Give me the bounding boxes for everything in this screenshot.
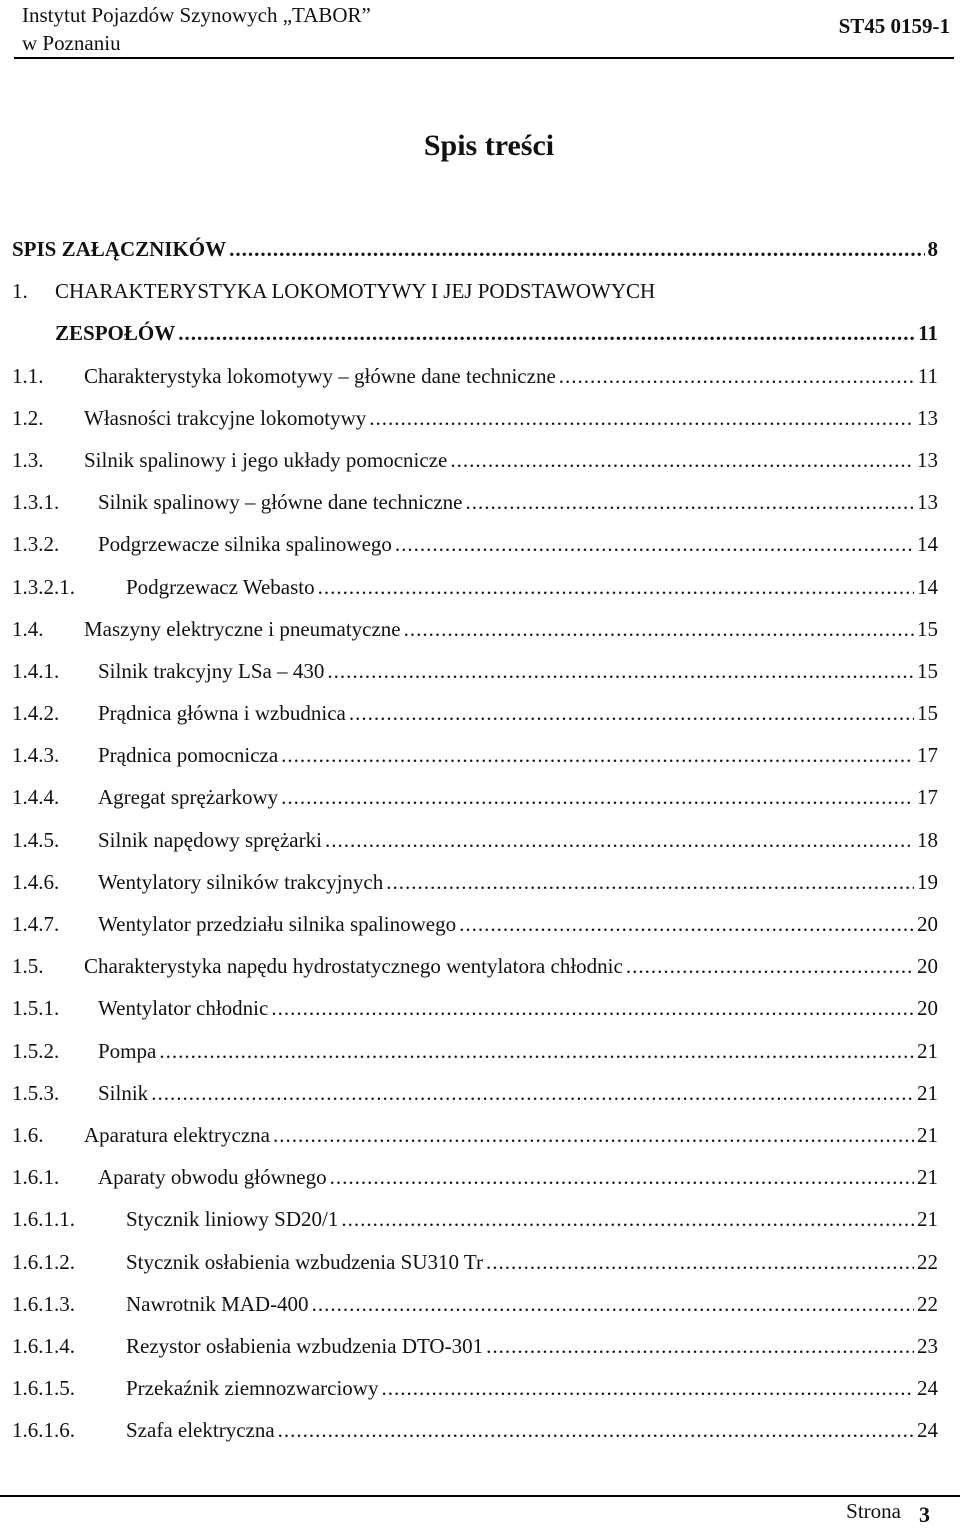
toc-leader-dots [341, 1198, 914, 1240]
toc-entry[interactable] [12, 987, 938, 1029]
toc-entry-page: 13 [917, 405, 938, 430]
toc-entry-number: 1.5.2. [12, 1038, 60, 1063]
toc-entry-number: 1.4.3. [12, 743, 60, 768]
toc-entry-title: Agregat sprężarkowy [98, 785, 279, 810]
header-rule [14, 57, 954, 59]
toc-entry[interactable] [12, 1241, 938, 1283]
toc-entry-page: 21 [917, 1165, 938, 1190]
toc-leader-dots [271, 987, 914, 1029]
footer-page-number: 3 [919, 1502, 930, 1527]
toc-entry[interactable] [12, 1198, 938, 1240]
toc-entry-number: 1.3.2.1. [12, 574, 75, 599]
toc-leader-dots [278, 1409, 914, 1451]
toc-entry-title: Wentylator chłodnic [98, 996, 269, 1021]
toc-entry-title: Silnik [98, 1080, 149, 1105]
toc-entry-page: 19 [917, 869, 938, 894]
toc-leader-dots [281, 776, 914, 818]
toc-entry-number: 1.5. [12, 954, 44, 979]
toc-entry[interactable] [12, 1367, 938, 1409]
toc-entry-number: 1.4.4. [12, 785, 60, 810]
toc-entry[interactable] [12, 355, 938, 397]
toc-leader-dots [273, 1114, 914, 1156]
toc-leader-dots [486, 1241, 914, 1283]
toc-entry-page: 8 [927, 237, 938, 261]
toc-entry-page: 20 [917, 954, 938, 979]
toc-entry[interactable] [12, 1283, 938, 1325]
toc-entry-number: 1.4. [12, 616, 44, 641]
toc-entry-page: 21 [917, 1122, 938, 1147]
toc-entry[interactable] [12, 650, 938, 692]
table-of-contents [12, 228, 938, 1451]
toc-entry-page: 17 [917, 743, 938, 768]
toc-entry[interactable] [12, 1072, 938, 1114]
toc-entry-page: 20 [917, 996, 938, 1021]
toc-leader-dots [159, 1030, 914, 1072]
toc-entry[interactable] [12, 312, 938, 354]
toc-entry-title: Przekaźnik ziemnozwarciowy [126, 1376, 379, 1401]
toc-entry-title: Podgrzewacz Webasto [126, 574, 315, 599]
toc-entry-number: 1.6.1. [12, 1165, 60, 1190]
toc-entry-page: 17 [917, 785, 938, 810]
toc-entry-page: 14 [917, 532, 938, 557]
toc-entry-number: 1.4.6. [12, 869, 60, 894]
footer-rule [0, 1495, 960, 1497]
toc-leader-dots [312, 1283, 914, 1325]
toc-entry-number: 1.6.1.6. [12, 1418, 75, 1443]
toc-entry-page: 21 [917, 1207, 938, 1232]
toc-entry-number: 1.4.2. [12, 701, 60, 726]
toc-entry-title: Prądnica pomocnicza [98, 743, 279, 768]
toc-entry-title: Aparatura elektryczna [84, 1122, 270, 1147]
toc-entry-page: 21 [917, 1038, 938, 1063]
toc-entry-title: Silnik spalinowy i jego układy pomocnicze [84, 447, 448, 472]
toc-entry-number: 1.2. [12, 405, 44, 430]
toc-entry-page: 20 [917, 912, 938, 936]
toc-entry[interactable] [12, 1409, 938, 1451]
toc-entry-page: 22 [917, 1291, 938, 1316]
toc-entry[interactable] [12, 819, 938, 861]
toc-entry-number: 1.3.1. [12, 490, 60, 515]
toc-entry-number: 1.6.1.1. [12, 1207, 75, 1232]
toc-entry-title: Rezystor osłabienia wzbudzenia DTO-301 [126, 1333, 484, 1358]
toc-leader-dots [325, 819, 914, 861]
page-title: Spis treści [423, 129, 555, 162]
toc-entry-title: Silnik trakcyjny LSa – 430 [98, 658, 325, 683]
toc-entry-number: 1.5.3. [12, 1080, 60, 1105]
toc-entry[interactable] [12, 1030, 938, 1072]
document-code: ST45 0159-1 [838, 14, 950, 38]
toc-leader-dots [459, 903, 914, 945]
toc-entry-title: CHARAKTERYSTYKA LOKOMOTYWY I JEJ PODSTAWOWYCH [55, 279, 656, 304]
toc-entry-number: 1.5.1. [12, 996, 60, 1021]
footer-label: Strona [846, 1499, 901, 1523]
toc-entry-title: ZESPOŁÓW [55, 321, 176, 346]
toc-entry-title: Pompa [98, 1038, 157, 1063]
toc-entry-title: SPIS ZAŁĄCZNIKÓW [12, 237, 227, 261]
toc-entry-title: Aparaty obwodu głównego [98, 1165, 327, 1190]
toc-entry-title: Charakterystyka lokomotywy – główne dane techniczne [84, 363, 556, 388]
toc-entry[interactable] [12, 228, 938, 270]
toc-entry[interactable] [12, 1325, 938, 1367]
toc-entry-number: 1.6.1.5. [12, 1376, 75, 1401]
toc-leader-dots [486, 1325, 914, 1367]
toc-entry-page: 21 [917, 1080, 938, 1105]
toc-leader-dots [229, 228, 924, 270]
toc-entry-page: 13 [917, 490, 938, 515]
toc-entry-page: 24 [917, 1376, 938, 1401]
toc-leader-dots [330, 1156, 914, 1198]
toc-entry[interactable] [12, 1156, 938, 1198]
toc-entry-title: Podgrzewacze silnika spalinowego [98, 532, 392, 557]
toc-entry-title: Szafa elektryczna [126, 1418, 275, 1443]
toc-leader-dots [626, 945, 914, 987]
toc-entry-number: 1.3. [12, 447, 44, 472]
toc-entry[interactable] [12, 270, 938, 312]
toc-leader-dots [349, 692, 914, 734]
toc-entry[interactable] [12, 566, 938, 608]
toc-leader-dots [327, 650, 914, 692]
toc-entry-number: 1.6. [12, 1122, 44, 1147]
toc-entry[interactable] [12, 734, 938, 776]
toc-entry-title: Prądnica główna i wzbudnica [98, 701, 346, 726]
toc-entry[interactable] [12, 692, 938, 734]
toc-entry[interactable] [12, 439, 938, 481]
institute-line-1: Instytut Pojazdów Szynowych „TABOR” [22, 3, 371, 27]
page-footer [846, 1498, 930, 1527]
toc-entry[interactable] [12, 397, 938, 439]
toc-entry-number: 1.4.1. [12, 658, 60, 683]
toc-leader-dots [386, 861, 914, 903]
toc-entry[interactable] [12, 945, 938, 987]
toc-entry-title: Własności trakcyjne lokomotywy [84, 405, 367, 430]
toc-entry-page: 11 [917, 363, 938, 388]
toc-leader-dots [381, 1367, 914, 1409]
toc-entry-title: Silnik napędowy sprężarki [98, 827, 322, 852]
toc-leader-dots [395, 523, 914, 565]
toc-entry[interactable] [12, 776, 938, 818]
toc-entry-title: Stycznik liniowy SD20/1 [126, 1207, 339, 1232]
toc-leader-dots [466, 481, 915, 523]
toc-entry-number: 1.4.5. [12, 827, 60, 852]
toc-entry-page: 13 [917, 447, 938, 472]
toc-entry-title: Charakterystyka napędu hydrostatycznego wentylatora chłodnic [84, 954, 623, 979]
toc-entry-number: 1. [12, 279, 28, 304]
toc-entry-title: Nawrotnik MAD-400 [126, 1291, 309, 1316]
toc-entry-title: Maszyny elektryczne i pneumatyczne [84, 616, 401, 641]
toc-leader-dots [318, 566, 914, 608]
toc-entry-page: 14 [917, 574, 938, 599]
toc-entry-number: 1.3.2. [12, 532, 60, 557]
page-header [14, 0, 954, 62]
toc-entry-title: Wentylatory silników trakcyjnych [98, 869, 384, 894]
toc-entry[interactable] [12, 481, 938, 523]
toc-entry-page: 24 [917, 1418, 938, 1443]
toc-leader-dots [369, 397, 914, 439]
toc-entry-number: 1.6.1.3. [12, 1291, 75, 1316]
toc-entry-number: 1.1. [12, 363, 44, 388]
toc-entry-number: 1.6.1.2. [12, 1249, 75, 1274]
institute-line-2: w Poznaniu [22, 31, 121, 55]
toc-entry-page: 11 [918, 321, 938, 346]
toc-leader-dots [404, 608, 914, 650]
toc-entry-page: 15 [917, 616, 938, 641]
toc-entry-page: 22 [917, 1249, 938, 1274]
toc-entry-page: 18 [917, 827, 938, 852]
toc-entry[interactable] [12, 523, 938, 565]
toc-entry-page: 15 [917, 658, 938, 683]
toc-entry-page: 15 [917, 701, 938, 726]
toc-entry[interactable] [12, 1114, 938, 1156]
toc-entry-number: 1.6.1.4. [12, 1333, 75, 1358]
toc-leader-dots [151, 1072, 914, 1114]
toc-entry-number: 1.4.7. [12, 912, 60, 936]
toc-entry[interactable] [12, 608, 938, 650]
toc-leader-dots [178, 312, 915, 354]
toc-entry-title: Stycznik osłabienia wzbudzenia SU310 Tr [126, 1249, 483, 1274]
toc-entry-title: Wentylator przedziału silnika spalinowego [98, 912, 457, 936]
toc-entry[interactable] [12, 861, 938, 903]
institute-name [22, 1, 371, 57]
toc-leader-dots [281, 734, 914, 776]
toc-leader-dots [450, 439, 914, 481]
toc-entry-title: Silnik spalinowy – główne dane techniczne [98, 490, 463, 515]
toc-entry[interactable] [12, 903, 938, 945]
toc-leader-dots [559, 355, 915, 397]
toc-entry-page: 23 [917, 1333, 938, 1358]
